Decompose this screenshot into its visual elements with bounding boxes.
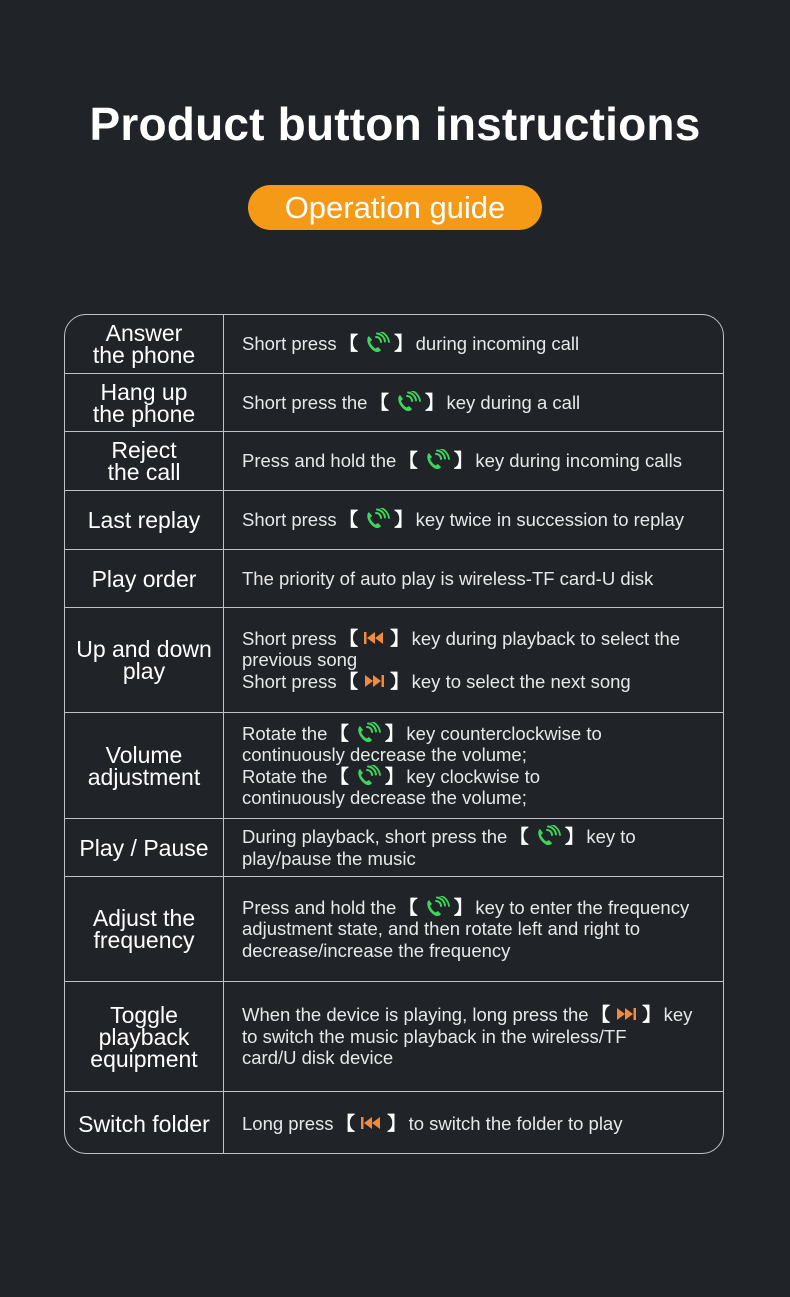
row-description [242,315,715,373]
row-description [242,982,715,1091]
previous-track-icon [359,1112,383,1134]
key-bracket-close: 】 [453,896,473,918]
description-line [242,826,715,848]
description-text: decrease/increase the frequency [242,939,511,961]
description-line [242,568,715,590]
table-row [65,981,723,1091]
description-text: Short press [242,333,337,355]
row-description [242,877,715,981]
key-bracket-open: 【 [339,627,359,649]
key-bracket-close: 】 [390,627,409,649]
key-bracket-open: 【 [399,896,418,918]
key-bracket-close: 】 [424,391,444,413]
key-bracket-close: 】 [384,722,404,744]
table-row [65,1091,723,1154]
key-bracket-open: 【 [339,333,359,355]
description-line [242,1113,715,1135]
page-title: Product button instructions [89,98,701,150]
row-label: Volume adjustment [65,713,224,818]
description-line [242,940,715,962]
key-bracket-close: 】 [387,1112,406,1134]
row-label: Toggle playback equipment [65,982,224,1091]
description-line [242,787,715,809]
phone-call-icon [353,722,381,744]
description-line [242,671,715,693]
next-track-icon [362,670,386,692]
key-bracket-open: 【 [510,826,529,847]
row-description [242,432,715,490]
phone-call-icon [362,332,390,354]
description-line [242,918,715,940]
description-text: When the device is playing, long press the [242,1004,589,1026]
table-row [65,315,723,373]
description-text: Short press the [242,391,368,413]
description-text: key to select the next song [411,670,631,692]
description-line [242,1026,715,1048]
table-row [65,490,723,549]
description-text: key during playback to select the [411,627,681,649]
table-row [65,607,723,712]
phone-call-icon [393,391,421,413]
description-line [242,628,715,650]
row-label: Adjust the frequency [65,877,224,981]
phone-call-icon [422,449,450,471]
description-text: card/U disk device [242,1047,394,1069]
row-label: Hang up the phone [65,374,224,431]
table-row [65,549,723,607]
key-bracket-open: 【 [339,509,359,531]
phone-call-icon [533,825,561,847]
description-line [242,392,715,414]
row-label: Play / Pause [65,819,224,876]
description-text: key clockwise to [406,765,541,787]
description-text: Long press [242,1112,334,1134]
key-bracket-close: 】 [384,765,404,787]
description-text: The priority of auto play is wireless-TF card-U disk [242,567,654,589]
key-bracket-open: 【 [336,1112,356,1134]
next-track-icon [614,1003,638,1025]
description-text: During playback, short press the [242,826,508,847]
description-text: to switch the folder to play [408,1112,623,1134]
description-line [242,509,715,531]
row-description [242,819,715,876]
description-text: key counterclockwise to [406,722,602,744]
description-line [242,1004,715,1026]
table-row [65,818,723,876]
table-row [65,431,723,490]
row-label: Play order [65,550,224,607]
description-text: Rotate the [242,722,328,744]
row-description [242,374,715,431]
key-bracket-close: 】 [394,509,413,531]
previous-track-icon [362,627,386,649]
table-row [65,712,723,818]
row-label: Switch folder [65,1092,224,1154]
description-line [242,766,715,788]
description-text: Short press [242,670,337,692]
description-line [242,848,715,870]
row-description [242,550,715,607]
description-text: to switch the music playback in the wireless/TF [242,1025,627,1047]
operation-guide-badge: Operation guide [248,185,542,230]
key-bracket-close: 】 [394,333,413,355]
description-text: key to [586,826,636,847]
phone-call-icon [353,765,381,787]
description-line [242,1047,715,1069]
description-text: continuously decrease the volume; [242,787,527,808]
description-text: key during a call [446,391,581,413]
table-row [65,373,723,431]
table-row [65,876,723,981]
key-bracket-open: 【 [370,391,389,413]
description-line [242,649,715,671]
row-description [242,491,715,549]
description-line [242,450,715,472]
key-bracket-open: 【 [399,450,418,472]
description-text: continuously decrease the volume; [242,744,527,765]
description-text: key during incoming calls [475,450,682,472]
key-bracket-close: 】 [642,1004,661,1026]
row-label: Up and down play [65,608,224,712]
key-bracket-open: 【 [339,670,359,692]
phone-call-icon [362,508,390,530]
row-label: Last replay [65,491,224,549]
key-bracket-open: 【 [330,765,349,787]
description-line [242,723,715,745]
description-text: previous song [242,649,358,671]
key-bracket-close: 】 [390,670,409,692]
description-text: play/pause the music [242,847,416,869]
description-text: Rotate the [242,765,328,787]
key-bracket-close: 】 [564,826,584,847]
row-description [242,1092,715,1154]
row-label: Answer the phone [65,315,224,373]
instructions-table [64,314,724,1154]
description-text: Short press [242,509,337,531]
row-description [242,713,715,818]
description-line [242,333,715,355]
row-label: Reject the call [65,432,224,490]
description-text: key twice in succession to replay [415,509,685,531]
description-text: Press and hold the [242,450,397,472]
description-line [242,897,715,919]
description-text: adjustment state, and then rotate left and right to [242,918,641,940]
key-bracket-close: 】 [453,450,473,472]
key-bracket-open: 【 [591,1004,611,1026]
key-bracket-open: 【 [330,722,349,744]
description-text: key [663,1004,693,1026]
description-text: Press and hold the [242,896,397,918]
description-line [242,744,715,766]
description-text: key to enter the frequency [475,896,690,918]
row-description [242,608,715,712]
description-text: during incoming call [415,333,580,355]
phone-call-icon [422,896,450,918]
description-text: Short press [242,627,337,649]
